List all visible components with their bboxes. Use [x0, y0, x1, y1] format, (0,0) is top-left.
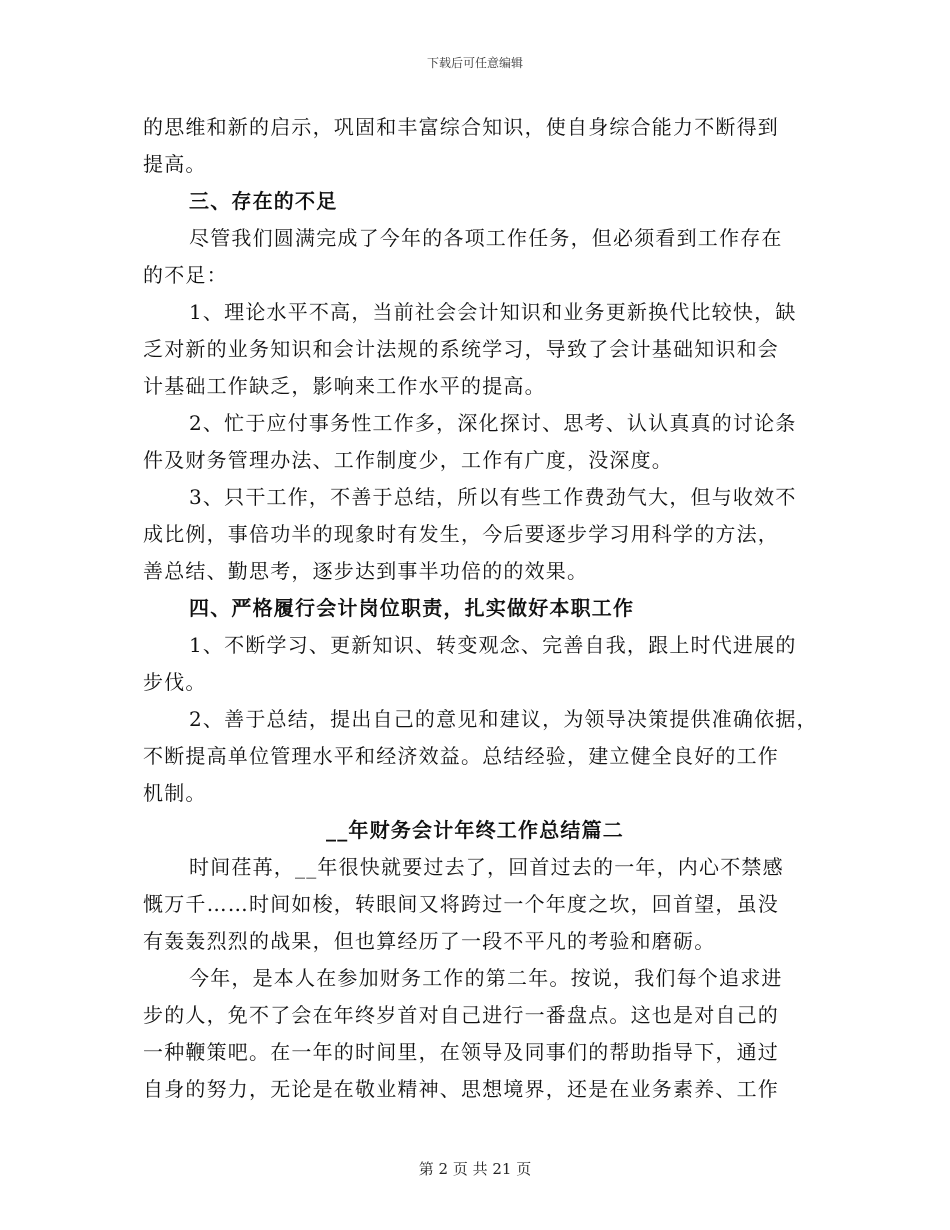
article-title: __年财务会计年终工作总结篇二 — [326, 818, 624, 842]
paragraph-line: 的思维和新的启示，巩固和丰富综合知识，使自身综合能力不断得到 — [143, 115, 779, 139]
paragraph-line: 一种鞭策吧。在一年的时间里，在领导及同事们的帮助指导下，通过 — [143, 1040, 779, 1064]
page-footer: 第 2 页 共 21 页 — [418, 1160, 532, 1178]
paragraph-line: 件及财务管理办法、工作制度少，工作有广度，没深度。 — [143, 448, 673, 472]
paragraph-line: 步的人，免不了会在年终岁首对自己进行一番盘点。这也是对自己的 — [143, 1003, 779, 1027]
section-heading: 四、严格履行会计岗位职责，扎实做好本职工作 — [189, 596, 635, 620]
paragraph-line: 有轰轰烈烈的战果，但也算经历了一段不平凡的考验和磨砺。 — [143, 929, 716, 953]
paragraph-line: 成比例，事倍功半的现象时有发生，今后要逐步学习用科学的方法， — [143, 522, 779, 546]
paragraph-line: 1、不断学习、更新知识、转变观念、完善自我，跟上时代进展的 — [189, 633, 797, 657]
paragraph-line: 2、忙于应付事务性工作多，深化探讨、思考、认认真真的讨论条 — [189, 411, 797, 435]
paragraph-line: 的不足： — [143, 263, 228, 287]
paragraph-line: 慨万千……时间如梭，转眼间又将跨过一个年度之坎，回首望，虽没 — [143, 892, 779, 916]
section-heading: 三、存在的不足 — [189, 189, 338, 213]
paragraph-line: 3、只干工作，不善于总结，所以有些工作费劲气大，但与收效不 — [189, 485, 797, 509]
paragraph-line: 不断提高单位管理水平和经济效益。总结经验，建立健全良好的工作 — [143, 744, 779, 768]
paragraph-line: 尽管我们圆满完成了今年的各项工作任务，但必须看到工作存在 — [189, 226, 783, 250]
paragraph-line: 时间荏苒，__年很快就要过去了，回首过去的一年，内心不禁感 — [189, 855, 784, 879]
paragraph-line: 善总结、勤思考，逐步达到事半功倍的的效果。 — [143, 559, 589, 583]
paragraph-line: 自身的努力，无论是在敬业精神、思想境界，还是在业务素养、工作 — [143, 1077, 779, 1101]
paragraph-line: 提高。 — [143, 152, 207, 176]
paragraph-line: 步伐。 — [143, 670, 207, 694]
paragraph-line: 乏对新的业务知识和会计法规的系统学习，导致了会计基础知识和会 — [143, 337, 779, 361]
paragraph-line: 今年，是本人在参加财务工作的第二年。按说，我们每个追求进 — [189, 966, 783, 990]
page-header: 下载后可任意编辑 — [426, 56, 523, 70]
paragraph-line: 机制。 — [143, 781, 207, 805]
paragraph-line: 2、善于总结，提出自己的意见和建议，为领导决策提供准确依据， — [189, 707, 818, 731]
paragraph-line: 计基础工作缺乏，影响来工作水平的提高。 — [143, 374, 546, 398]
paragraph-line: 1、理论水平不高，当前社会会计知识和业务更新换代比较快，缺 — [189, 300, 797, 324]
